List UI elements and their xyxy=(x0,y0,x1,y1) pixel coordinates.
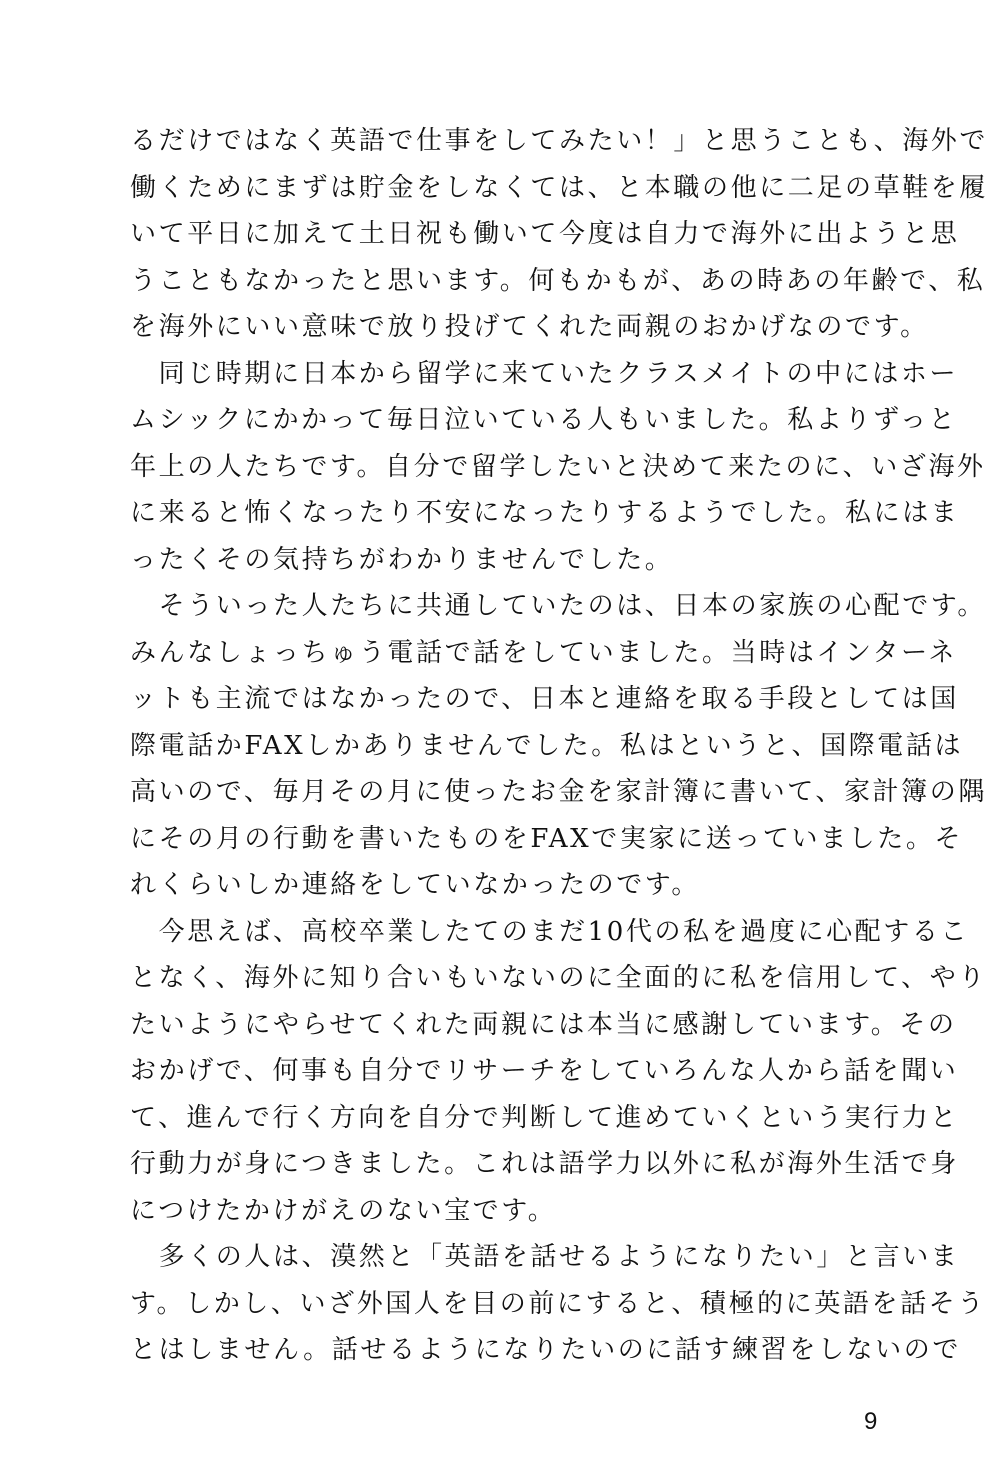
text-line: たいようにやらせてくれた両親には本当に感謝しています。その xyxy=(130,1009,957,1040)
text-line: 高いので、毎月その月に使ったお金を家計簿に書いて、家計簿の隅 xyxy=(130,777,987,807)
text-line: 際電話かFAXしかありませんでした。私はというと、国際電話は xyxy=(130,730,964,761)
text-line: ったくその気持ちがわかりませんでした。 xyxy=(130,544,674,575)
text-line: 年上の人たちです。自分で留学したいと決めて来たのに、いざ海外 xyxy=(130,451,986,482)
text-line: ムシックにかかって毎日泣いている人もいました。私よりずっと xyxy=(130,405,958,435)
text-line: 今思えば、高校卒業したてのまだ10代の私を過度に心配するこ xyxy=(130,916,970,947)
text-line: 働くためにまずは貯金をしなくては、と本職の他に二足の草鞋を履 xyxy=(130,172,989,203)
text-line: に来ると怖くなったり不安になったりするようでした。私にはま xyxy=(130,498,960,528)
text-line: となく、海外に知り合いもいないのに全面的に私を信用して、やり xyxy=(130,963,987,993)
text-line: れくらいしか連絡をしていなかったのです。 xyxy=(130,870,700,900)
text-line: おかげで、何事も自分でリサーチをしていろんな人から話を聞い xyxy=(130,1056,959,1086)
text-line: を海外にいい意味で放り投げてくれた両親のおかげなのです。 xyxy=(130,312,929,342)
page-number: 9 xyxy=(864,1408,878,1435)
text-line: にその月の行動を書いたものをFAXで実家に送っていました。そ xyxy=(130,823,964,854)
text-line: 同じ時期に日本から留学に来ていたクラスメイトの中にはホー xyxy=(130,358,959,389)
text-line: ットも主流ではなかったので、日本と連絡を取る手段としては国 xyxy=(130,684,959,714)
text-line: るだけではなく英語で仕事をしてみたい！」と思うことも、海外で xyxy=(130,126,989,156)
text-line: うこともなかったと思います。何もかもが、あの時あの年齢で、私 xyxy=(130,265,986,296)
text-line: 行動力が身につきました。これは語学力以外に私が海外生活で身 xyxy=(130,1149,959,1179)
text-line: いて平日に加えて土日祝も働いて今度は自力で海外に出ようと思 xyxy=(130,219,960,249)
text-line: 多くの人は、漠然と「英語を話せるようになりたい」と言いま xyxy=(130,1242,960,1272)
text-line: そういった人たちに共通していたのは、日本の家族の心配です。 xyxy=(130,591,986,621)
text-line: す。しかし、いざ外国人を目の前にすると、積極的に英語を話そう xyxy=(130,1288,986,1319)
text-line: みんなしょっちゅう電話で話をしていました。当時はインターネ xyxy=(130,637,958,668)
text-line: て、進んで行く方向を自分で判断して進めていくという実行力と xyxy=(130,1102,959,1133)
text-line: につけたかけがえのない宝です。 xyxy=(130,1195,557,1226)
text-line: とはしません。話せるようになりたいのに話す練習をしないので xyxy=(130,1335,961,1365)
body-text xyxy=(130,118,989,1374)
